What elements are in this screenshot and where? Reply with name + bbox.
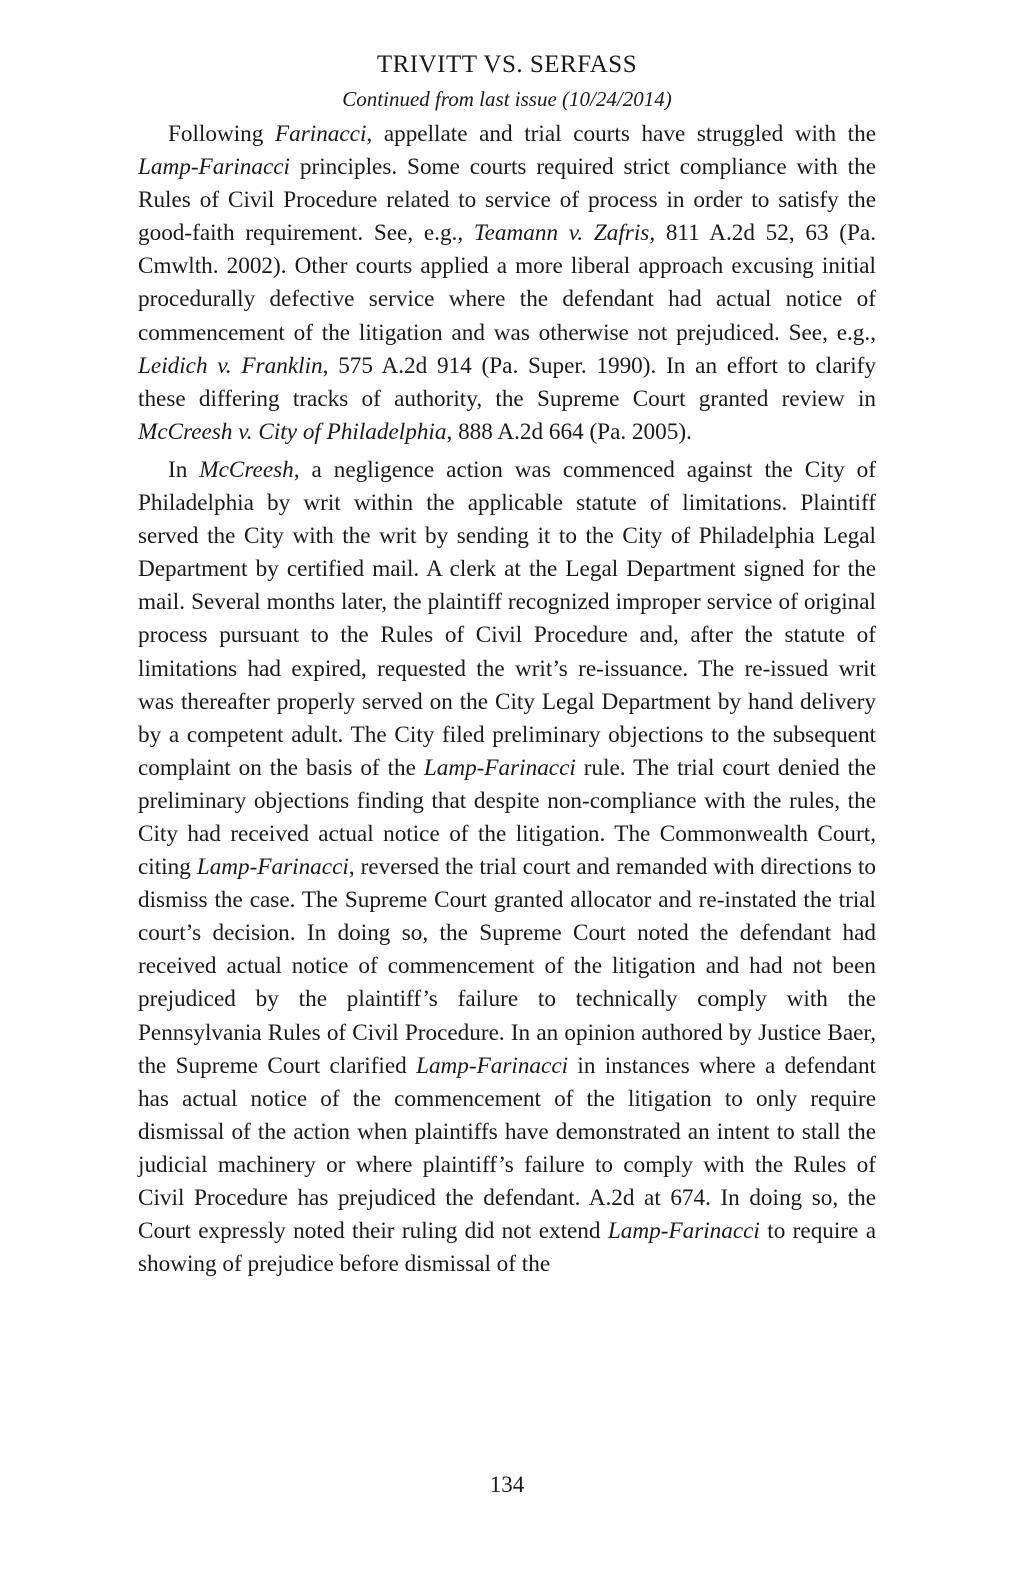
case-citation-italic: Lamp-Farinacci: [423, 754, 576, 781]
case-citation-italic: Leidich v. Franklin: [138, 352, 323, 379]
case-citation-italic: Lamp-Farinacci: [416, 1052, 569, 1079]
body-paragraph-2: [138, 454, 876, 1281]
text-run: to require a showing of prejudice before dismissal of the: [138, 1218, 877, 1278]
case-citation-italic: Lamp-Farinacci: [138, 154, 290, 181]
case-citation-italic: McCreesh v. City of Philadelphia: [138, 418, 447, 445]
text-run: , 811 A.2d 52, 63 (Pa. Cmwlth. 2002). Other courts applied a more liberal approach excusing initial procedurally defective service where the defendant had actual notice of commencement of the litigation and was otherwise not prejudiced. See, e.g.,: [138, 220, 877, 346]
case-citation-italic: Teamann v. Zafris: [473, 220, 650, 247]
case-citation-italic: Lamp-Farinacci: [196, 854, 349, 881]
text-run: principles. Some courts required strict compliance with the Rules of Civil Procedure related to service of process in order to satisfy the good-faith requirement. See, e.g.,: [138, 154, 876, 247]
text-run: , 575 A.2d 914 (Pa. Super. 1990). In an effort to clarify these differing tracks of authority, the Supreme Court granted review in: [138, 352, 876, 412]
text-run: , 888 A.2d 664 (Pa. 2005).: [446, 418, 692, 445]
document-page: [138, 48, 876, 1548]
page-number: 134: [489, 1472, 525, 1497]
text-run: in instances where a defendant has actual notice of the commencement of the litigation to only require dismissal of the action when plaintiffs have demonstrated an intent to stall the judicial machinery or where plaintiff’s failure to comply with the Rules of Civil Procedure has prejudiced the defendant. A.2d at 674. In doing so, the Court expressly noted their ruling did not extend: [138, 1052, 876, 1245]
case-title: TRIVITT VS. SERFASS: [376, 51, 638, 78]
text-run: , a negligence action was commenced against the City of Philadelphia by writ within the applicable statute of limitations. Plaintiff served the City with the writ by sending it to the City of Philadelphia Legal Department by certified mail. A clerk at the Legal Department signed for the mail. Several months later, the plaintiff recognized improper service of original process pursuant to the Rules of Civil Procedure and, after the statute of limitations had expired, requested the writ’s re-issuance. The re-issued writ was thereafter properly served on the City Legal Department by hand delivery by a competent adult. The City filed preliminary objections to the subsequent complaint on the basis of the: [138, 456, 876, 781]
continued-note: Continued from last issue (10/24/2014): [342, 87, 672, 111]
body-paragraph-1: [138, 118, 876, 449]
text-run: In: [168, 456, 200, 483]
case-citation-italic: Farinacci: [274, 121, 367, 147]
case-citation-italic: McCreesh: [199, 456, 294, 483]
case-citation-italic: Lamp-Farinacci: [607, 1218, 760, 1245]
text-run: Following: [168, 121, 275, 147]
text-run: , reversed the trial court and remanded with directions to dismiss the case. The Supreme Court granted allocator and re-instated the trial court’s decision. In doing so, the Supreme Court noted the defendant had received actual notice of commencement of the litigation and had not been prejudiced by the plaintiff’s failure to technically comply with the Pennsylvania Rules of Civil Procedure. In an opinion authored by Justice Baer, the Supreme Court clarified: [138, 854, 876, 1079]
text-run: rule. The trial court denied the preliminary objections finding that despite non-compliance with the rules, the City had received actual notice of the litigation. The Commonwealth Court, citing: [138, 754, 876, 881]
text-run: , appellate and trial courts have struggled with the: [366, 121, 876, 147]
